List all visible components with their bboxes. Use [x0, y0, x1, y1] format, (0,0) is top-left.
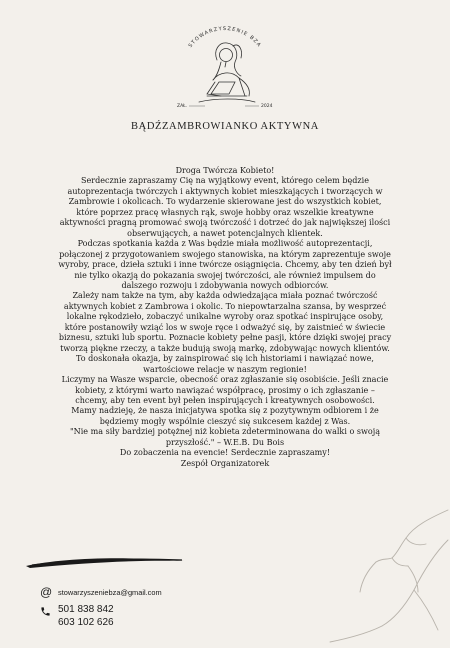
phone-number[interactable]: 501 838 842 — [58, 604, 114, 615]
logo — [155, 10, 295, 135]
email-row — [40, 585, 162, 599]
phone-number[interactable]: 603 102 626 — [58, 617, 114, 628]
phone-icon — [40, 603, 58, 622]
letter-paragraph: Zależy nam także na tym, aby każda odwiedzająca miała poznać twórczość aktywnych kobiet z Zambrowa i okolic. To niepowtarzalna szansa, by wesprzeć lokalne rękodzieło, zobaczyć unikalne wyroby oraz spotkać inspirujące osoby, które postanowiły wziąć los w swoje ręce i odważyć się, by zaistnieć w świecie biznesu, sztuki lub sportu. Poznacie kobiety pełne pasji, które dzięki swojej pracy tworzą piękne rzeczy, a także budują swoją markę, zdobywając nowych klientów. To doskonała okazja, by zainspirować się ich historiami i nawiązać nowe, wartościowe relacje w naszym regionie! — [58, 291, 392, 374]
closing: Do zobaczenia na evencie! Serdecznie zapraszamy! — [119, 448, 331, 458]
logo-arc-text: STOWARZYSZENIE BZA — [187, 25, 263, 49]
logo-year-left: ZAŁ. — [177, 104, 188, 109]
brush-stroke-divider — [22, 552, 187, 574]
greeting: Droga Twórcza Kobieto! — [175, 166, 275, 175]
brand-name: BĄDŹZAMBROWIANKO AKTYWNA — [131, 121, 319, 132]
email-address[interactable]: stowarzyszeniebza@gmail.com — [58, 587, 162, 597]
letter-paragraph: Podczas spotkania każda z Was będzie miała możliwość autoprezentacji, połączonej z przygotowaniem swojego stanowiska, na którym zaprezentuje swoje wyroby, prace, dzieła sztuki i inne twórcze osiągnięcia. Chcemy, aby ten dzień był nie tylko okazją do pokazania swojej twórczości, ale również impulsem do dalszego rozwoju i zdobywania nowych odbiorców. — [58, 239, 392, 290]
logo-year-right: 2024 — [261, 104, 273, 109]
phone-numbers — [58, 603, 114, 629]
logo-emblem — [155, 10, 295, 135]
at-sign-icon: @ — [40, 585, 53, 599]
hand-line-art-icon — [310, 500, 450, 648]
signature: Zespół Organizatorek — [180, 458, 270, 468]
letter-paragraph: Liczymy na Wasze wsparcie, obecność oraz zgłaszanie się osobiście. Jeśli znacie kobiety, z którymi warto nawiązać współpracę, prosimy o ich zgłaszanie – chcemy, aby ten event był pełen inspirujących i kreatywnych osobowości. — [61, 375, 389, 405]
quote: "Nie ma siły bardziej potężnej niż kobieta zdeterminowana do walki o swoją przyszłość." – W.E.B. Du Bois — [69, 427, 381, 447]
letter-paragraph: Serdecznie zapraszamy Cię na wyjątkowy event, którego celem będzie autoprezentacja twórczych i aktywnych kobiet mieszkających i tworzących w Zambrowie i okolicach. To wydarzenie skierowane jest do wszystkich kobiet, które poprzez pracę własnych rąk, swoje hobby oraz wszelkie kreatywne aktywności pragną promować swoją twórczość i dotrzeć do jak największej ilości obserwujących, a nawet potencjalnych klientek. — [59, 176, 391, 238]
woman-at-laptop-icon — [199, 43, 255, 102]
letter-paragraph: Mamy nadzieję, że nasza inicjatywa spotka się z pozytywnym odbiorem i że będziemy mogły wspólnie cieszyć się sukcesem każdej z Was. — [71, 406, 379, 426]
invitation-letter — [58, 166, 392, 469]
phone-row — [40, 603, 114, 629]
